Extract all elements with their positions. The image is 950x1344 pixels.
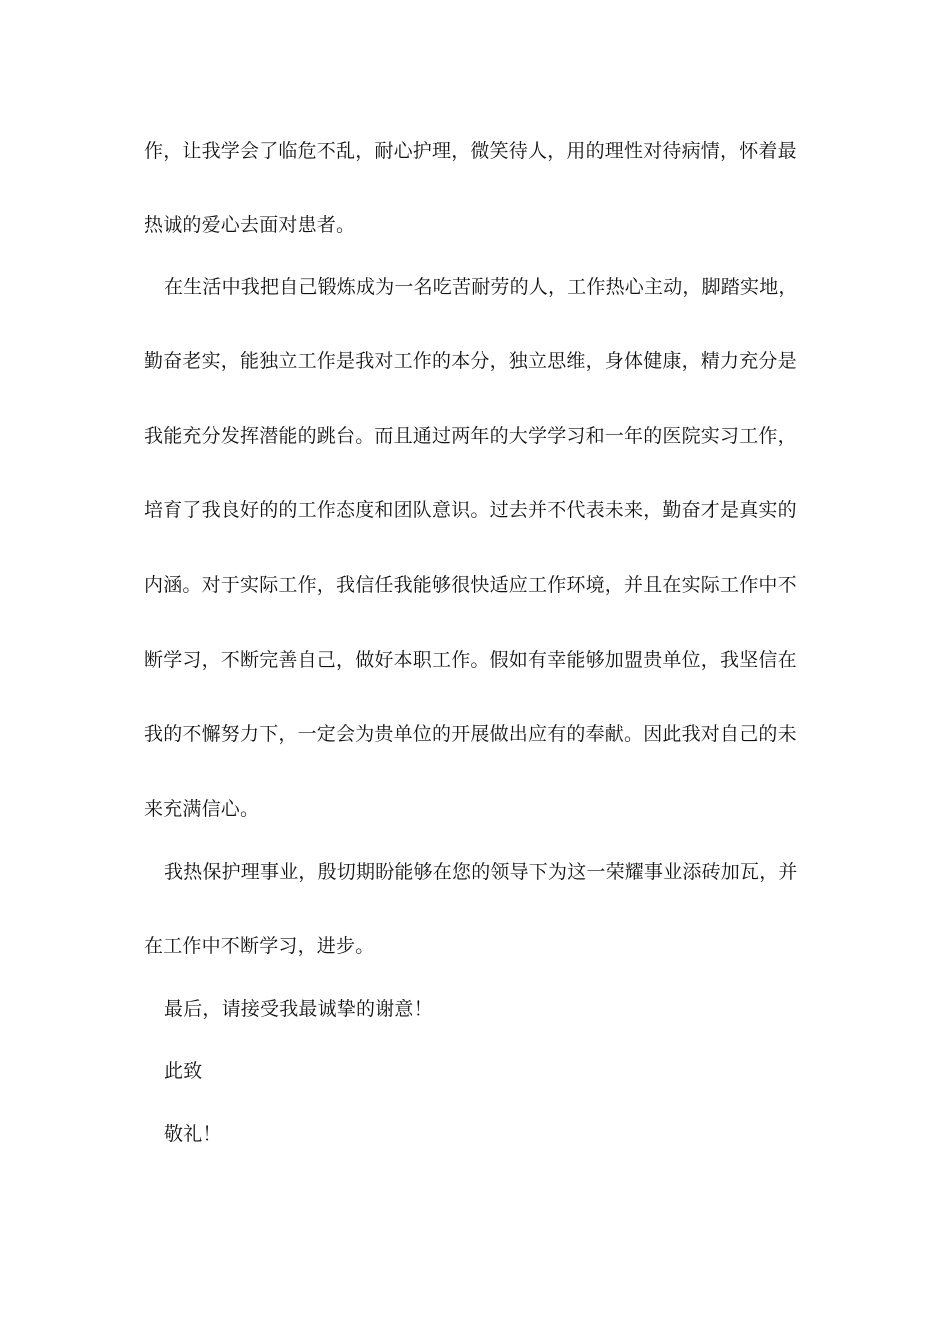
- paragraph-2-line-5: 内涵。对于实际工作，我信任我能够很快适应工作环境，并且在实际工作中不: [144, 574, 797, 596]
- paragraph-2-line-8: 来充满信心。: [144, 798, 260, 820]
- closing-salutation: 此致: [164, 1060, 203, 1082]
- paragraph-2-line-4: 培育了我良好的的工作态度和团队意识。过去并不代表未来，勤奋才是真实的: [144, 499, 797, 521]
- paragraph-2-line-2: 勤奋老实，能独立工作是我对工作的本分，独立思维，身体健康，精力充分是: [144, 350, 797, 372]
- paragraph-3-line-1: 我热保护理事业，殷切期盼能够在您的领导下为这一荣耀事业添砖加瓦，并: [164, 861, 798, 883]
- paragraph-1-line-2: 热诚的爱心去面对患者。: [144, 214, 356, 236]
- closing-regards: 敬礼！: [164, 1123, 222, 1145]
- paragraph-2-line-1: 在生活中我把自己锻炼成为一名吃苦耐劳的人，工作热心主动，脚踏实地，: [164, 276, 798, 298]
- paragraph-2-line-7: 我的不懈努力下，一定会为贵单位的开展做出应有的奉献。因此我对自己的未: [144, 723, 797, 745]
- paragraph-2-line-6: 断学习，不断完善自己，做好本职工作。假如有幸能够加盟贵单位，我坚信在: [144, 649, 797, 671]
- paragraph-1-line-1: 作，让我学会了临危不乱，耐心护理，微笑待人，用的理性对待病情，怀着最: [144, 140, 797, 162]
- paragraph-2-line-3: 我能充分发挥潜能的跳台。而且通过两年的大学学习和一年的医院实习工作，: [144, 425, 797, 447]
- paragraph-3-line-2: 在工作中不断学习，进步。: [144, 935, 375, 957]
- closing-thanks: 最后，请接受我最诚挚的谢意！: [164, 998, 433, 1020]
